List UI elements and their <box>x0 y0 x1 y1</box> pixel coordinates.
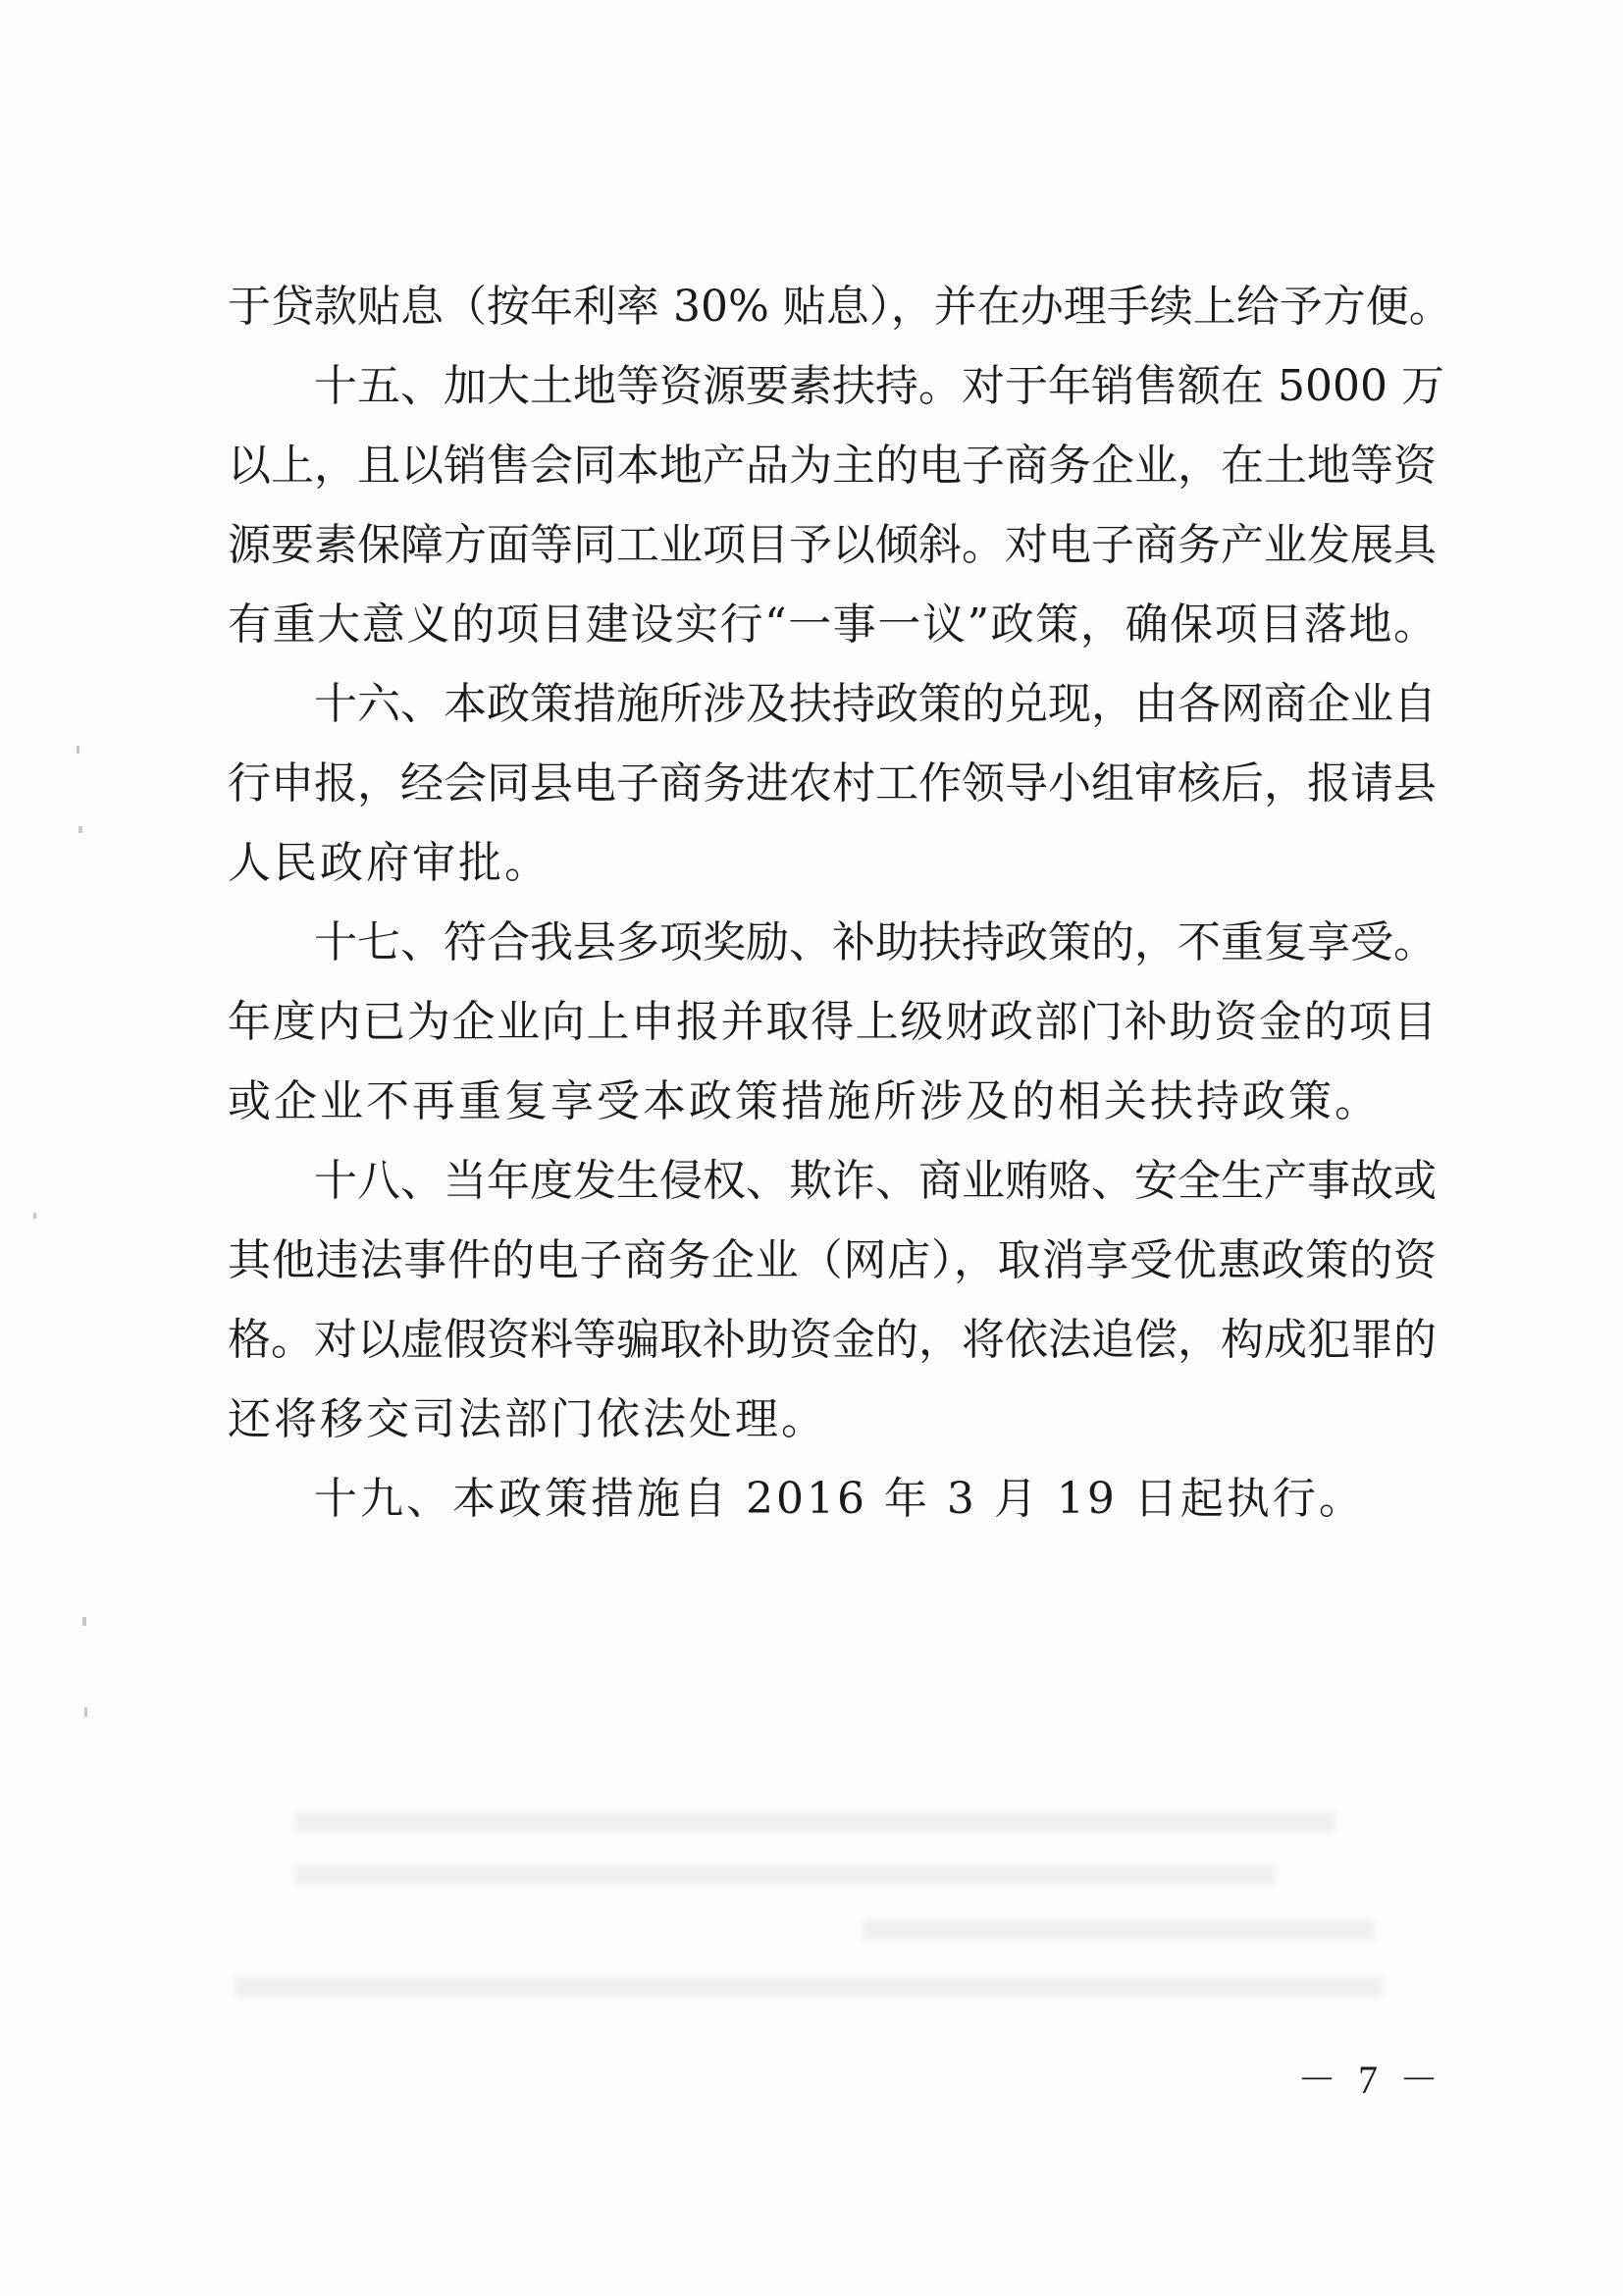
scan-speck <box>79 826 82 833</box>
text-line: 十七、符合我县多项奖励、补助扶持政策的，不重复享受。 <box>314 917 1437 967</box>
text-line: 源要素保障方面等同工业项目予以倾斜。对电子商务产业发展具 <box>228 520 1437 570</box>
text-line: 行申报，经会同县电子商务进农村工作领导小组审核后，报请县 <box>228 758 1437 809</box>
text-line: 以上，且以销售会同本地产品为主的电子商务企业，在土地等资 <box>228 441 1437 491</box>
text-line: 十六、本政策措施所涉及扶持政策的兑现，由各网商企业自 <box>314 679 1437 729</box>
text-line: 格。对以虚假资料等骗取补助资金的，将依法追偿，构成犯罪的 <box>228 1315 1437 1365</box>
text-line: 十八、当年度发生侵权、欺诈、商业贿赂、安全生产事故或 <box>314 1156 1437 1206</box>
page-number: － 7 － <box>1297 2058 1444 2102</box>
scan-speck <box>84 1707 87 1717</box>
bleed-through <box>236 1976 1384 1998</box>
text-line: 人民政府审批。 <box>228 838 550 888</box>
scan-speck <box>77 746 79 754</box>
text-line: 十九、本政策措施自 2016 年 3 月 19 日起执行。 <box>314 1474 1365 1524</box>
text-line: 年度内已为企业向上申报并取得上级财政部门补助资金的项目 <box>228 997 1437 1047</box>
text-line: 于贷款贴息（按年利率 30% 贴息），并在办理手续上给予方便。 <box>228 282 1452 332</box>
text-line: 十五、加大土地等资源要素扶持。对于年销售额在 5000 万 <box>314 361 1444 411</box>
scan-speck <box>33 1213 36 1219</box>
body-text <box>228 267 1452 1539</box>
text-line: 其他违法事件的电子商务企业（网店），取消享受优惠政策的资 <box>228 1235 1437 1285</box>
bleed-through <box>864 1919 1374 1941</box>
scan-speck <box>82 1617 86 1626</box>
text-line: 或企业不再重复享受本政策措施所涉及的相关扶持政策。 <box>228 1076 1381 1126</box>
text-line: 还将移交司法部门依法处理。 <box>228 1394 827 1444</box>
text-line: 有重大意义的项目建设实行“一事一议”政策，确保项目落地。 <box>228 600 1437 650</box>
bleed-through <box>294 1864 1276 1886</box>
bleed-through <box>294 1811 1335 1833</box>
